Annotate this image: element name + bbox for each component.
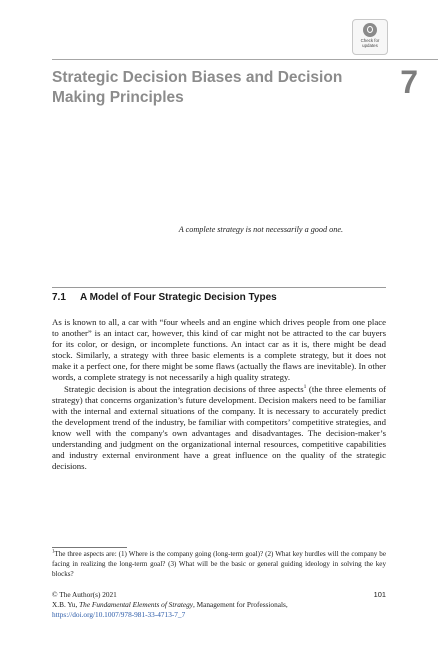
check-for-updates-badge[interactable] [352,19,388,55]
doi-link[interactable]: https://doi.org/10.1007/978-981-33-4713-7_7 [52,610,186,620]
body-text [52,317,386,472]
badge-text [361,38,380,48]
badge-line2: updates [362,43,378,48]
citation-series: , Management for Professionals, [193,600,288,610]
footnote-rule [52,547,127,548]
citation-book-title: The Fundamental Elements of Strategy [79,600,194,610]
epigraph: A complete strategy is not necessarily a good one. [178,225,343,234]
page-footer [52,590,352,621]
citation-line [52,600,352,610]
section-title: A Model of Four Strategic Decision Types [80,292,277,303]
footnote [52,550,386,579]
section-rule [52,287,386,288]
citation-author: X.B. Yu, [52,600,80,610]
section-number: 7.1 [52,292,66,303]
crossmark-icon [363,23,377,37]
paragraph-1: As is known to all, a car with “four wheels and an engine which drives people from one place to another” is an intact car, however, this kind of car might not be attracted to the car buyers for its color, or design, or incomplete functions. An intact car as it is, there might be dead stock. Similarly, a strategy with three basic elements is a complete strategy, but it does not make it a perfect one, for there might be some flaws (actually the flaws are inevitable). In other words, a complete strategy is not necessarily a high quality strategy. [52,317,386,383]
badge-line1: Check for [360,38,380,43]
header-rule [52,59,438,60]
chapter-title: Strategic Decision Biases and Decision Making Principles [52,69,343,106]
copyright-line: © The Author(s) 2021 [52,590,117,599]
footnote-marker: 1 [52,549,55,555]
chapter-number: 7 [400,64,418,100]
paragraph-2 [52,384,386,473]
page-number: 101 [373,590,386,599]
paragraph-2-rest: (the three elements of strategy) that concerns organization’s future development. Decision makers need to be familiar with the internal and external situations of the company. It is necessary to accurately predict the development trend of the industry, be familiar with competitors’ competitive strategies, and know well with the company's own advantages and disadvantages. The decision-maker’s understanding and judgment on the organizational internal resources, competitive capabilities and industry external environment have a great influence on the quality of the strategic decisions. [52,383,386,472]
footnote-text: The three aspects are: (1) Where is the company going (long-term goal)? (2) What key hurdles will the company be facing in realizing the long-term goal? (3) What will be the basic or general guiding ideology in solving the key blocks? [52,550,386,578]
paragraph-2-start: Strategic decision is about the integration decisions of three aspects [64,383,304,394]
footnote-ref[interactable]: 1 [303,383,307,390]
section-heading [52,291,277,304]
